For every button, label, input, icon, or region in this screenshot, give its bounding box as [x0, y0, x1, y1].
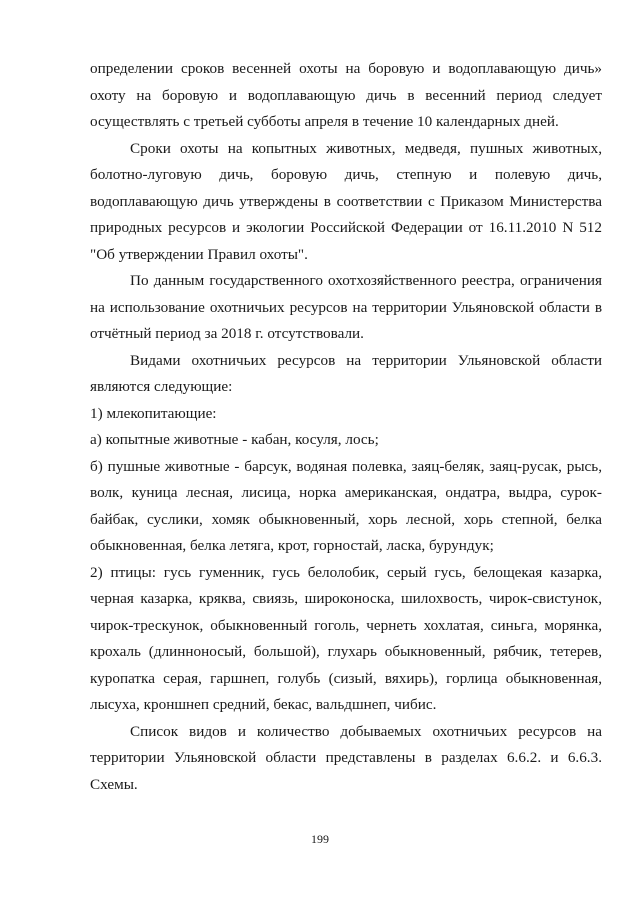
paragraph-hunting-terms: Сроки охоты на копытных животных, медведя, пушных животных, болотно-луговую дичь, боровую дичь, степную и полевую дичь, водоплавающую дичь утверждены в соответствии с Приказом Министерства природных ресурсов и экологии Российской Федерации от 16.11.2010 N 512 "Об утверждении Правил охоты".: [90, 139, 602, 263]
list-item-fur-animals: б) пушные животные - барсук, водяная полевка, заяц-беляк, заяц-русак, рысь, волк, куница лесная, лисица, норка американская, ондатра, выдра, сурок-байбак, суслики, хомяк обыкновенный, хорь лесной, хорь степной, белка обыкновенная, белка летяга, крот, горностай, ласка, бурундук;: [90, 457, 602, 554]
paragraph-species-list-reference: Список видов и количество добываемых охотничьих ресурсов на территории Ульяновской области представлены в разделах 6.6.2. и 6.6.3. Схемы.: [90, 722, 602, 793]
list-item-ungulates: а) копытные животные - кабан, косуля, лось;: [90, 431, 379, 448]
paragraph-hunting-period: определении сроков весенней охоты на боровую и водоплавающую дичь» охоту на боровую и водоплавающую дичь в весенний период следует осуществлять с третьей субботы апреля в течение 10 календарных дней.: [90, 60, 602, 130]
paragraph-registry-restrictions: По данным государственного охотхозяйственного реестра, ограничения на использование охотничьих ресурсов на территории Ульяновской области в отчётный период за 2018 г. отсутствовали.: [90, 272, 602, 342]
list-item-mammals: 1) млекопитающие:: [90, 404, 217, 422]
page-number: 199: [311, 832, 329, 846]
list-item-birds: 2) птицы: гусь гуменник, гусь белолобик, серый гусь, белощекая казарка, черная казарка, кряква, свиязь, широконоска, шилохвость, чирок-свистунок, чирок-трескунок, обыкновенный гоголь, чернеть хохлатая, синьга, морянка, крохаль (длинноносый, большой), глухарь обыкновенный, рябчик, тетерев, куропатка серая, гаршнеп, голубь (сизый, вяхирь), горлица обыкновенная, лысуха, кроншнеп средний, бекас, вальдшнеп, чибис.: [90, 563, 602, 713]
paragraph-resource-types-intro: Видами охотничьих ресурсов на территории Ульяновской области являются следующие:: [90, 351, 602, 395]
document-body: [90, 56, 602, 798]
